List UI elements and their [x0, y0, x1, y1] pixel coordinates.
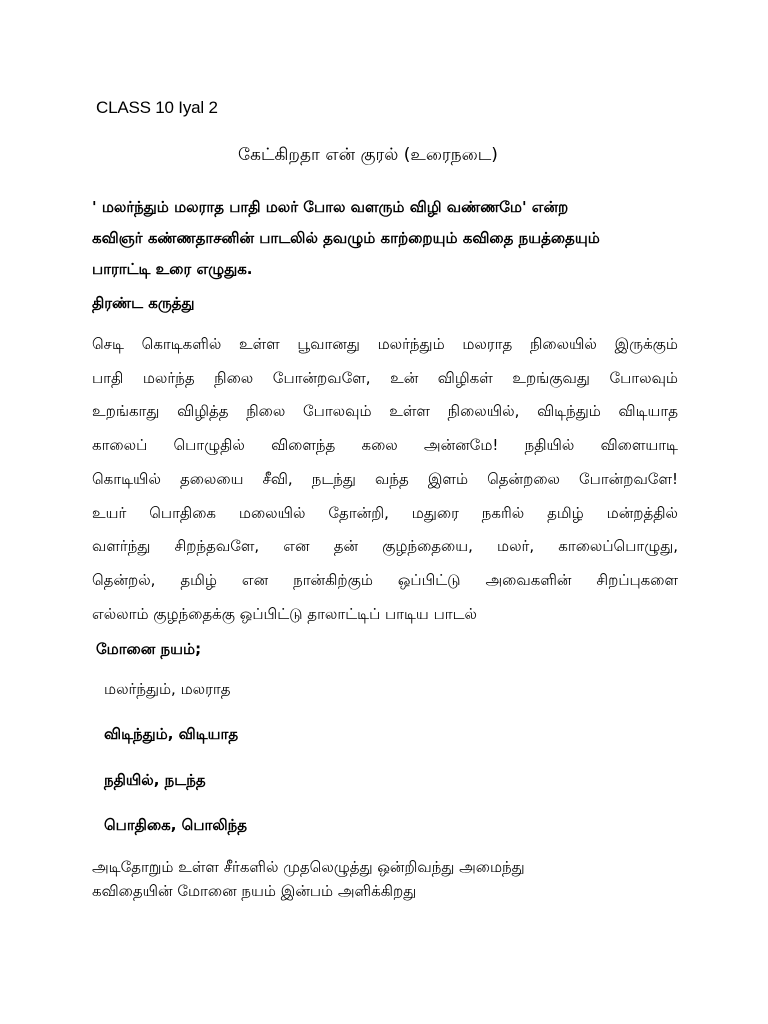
summary-line: வளர்ந்து சிறந்தவளே, என தன் குழந்தையை, மலர், காலைப்பொழுது,: [92, 537, 678, 556]
monai-heading: மோனை நயம்;: [96, 640, 202, 658]
summary-line: உயர் பொதிகை மலையில் தோன்றி, மதுரை நகரில் தமிழ் மன்றத்தில்: [92, 503, 678, 522]
question-line: கவிஞர் கண்ணதாசனின் பாடலில் தவழும் காற்றையும் கவிதை நயத்தையும்: [92, 229, 600, 247]
monai-pair: விடிந்தும், விடியாத: [104, 725, 239, 743]
class-label: CLASS 10 Iyal 2: [96, 98, 218, 117]
lesson-title: கேட்கிறதா என் குரல் (உரைநடை): [238, 145, 498, 165]
summary-line: பாதி மலர்ந்த நிலை போன்றவளே, உன் விழிகள் உறங்குவது போலவும்: [92, 368, 678, 387]
monai-pair: மலர்ந்தும், மலராத: [104, 680, 231, 698]
conclusion-line: கவிதையின் மோனை நயம் இன்பம் அளிக்கிறது: [92, 882, 417, 900]
summary-line: உறங்காது விழித்த நிலை போலவும் உள்ள நிலையில், விடிந்தும் விடியாத: [92, 402, 678, 421]
question-line: பாராட்டி உரை எழுதுக.: [92, 260, 253, 278]
conclusion-line: அடிதோறும் உள்ள சீர்களில் முதலெழுத்து ஒன்றிவந்து அமைந்து: [92, 858, 525, 876]
summary-line: செடி கொடிகளில் உள்ள பூவானது மலர்ந்தும் மலராத நிலையில் இருக்கும்: [92, 335, 678, 353]
summary-line: தென்றல், தமிழ் என நான்கிற்கும் ஒப்பிட்டு அவைகளின் சிறப்புகளை: [92, 570, 678, 589]
summary-line: கொடியில் தலையை சீவி, நடந்து வந்த இளம் தென்றலை போன்றவளே!: [92, 469, 678, 488]
monai-pair: பொதிகை, பொலிந்த: [104, 816, 248, 834]
summary-heading: திரண்ட கருத்து: [92, 294, 195, 312]
summary-line: எல்லாம் குழந்தைக்கு ஒப்பிட்டு தாலாட்டிப் பாடிய பாடல்: [92, 604, 477, 623]
summary-line: காலைப் பொழுதில் விளைந்த கலை அன்னமே! நதியில் விளையாடி: [92, 436, 678, 455]
question-line: ' மலர்ந்தும் மலராத பாதி மலர் போல வளரும் விழி வண்ணமே' என்ற: [92, 198, 569, 216]
question: [92, 192, 692, 285]
monai-pair: நதியில், நடந்த: [104, 771, 206, 789]
conclusion-paragraph: [92, 855, 525, 903]
summary-paragraph: [92, 328, 678, 631]
